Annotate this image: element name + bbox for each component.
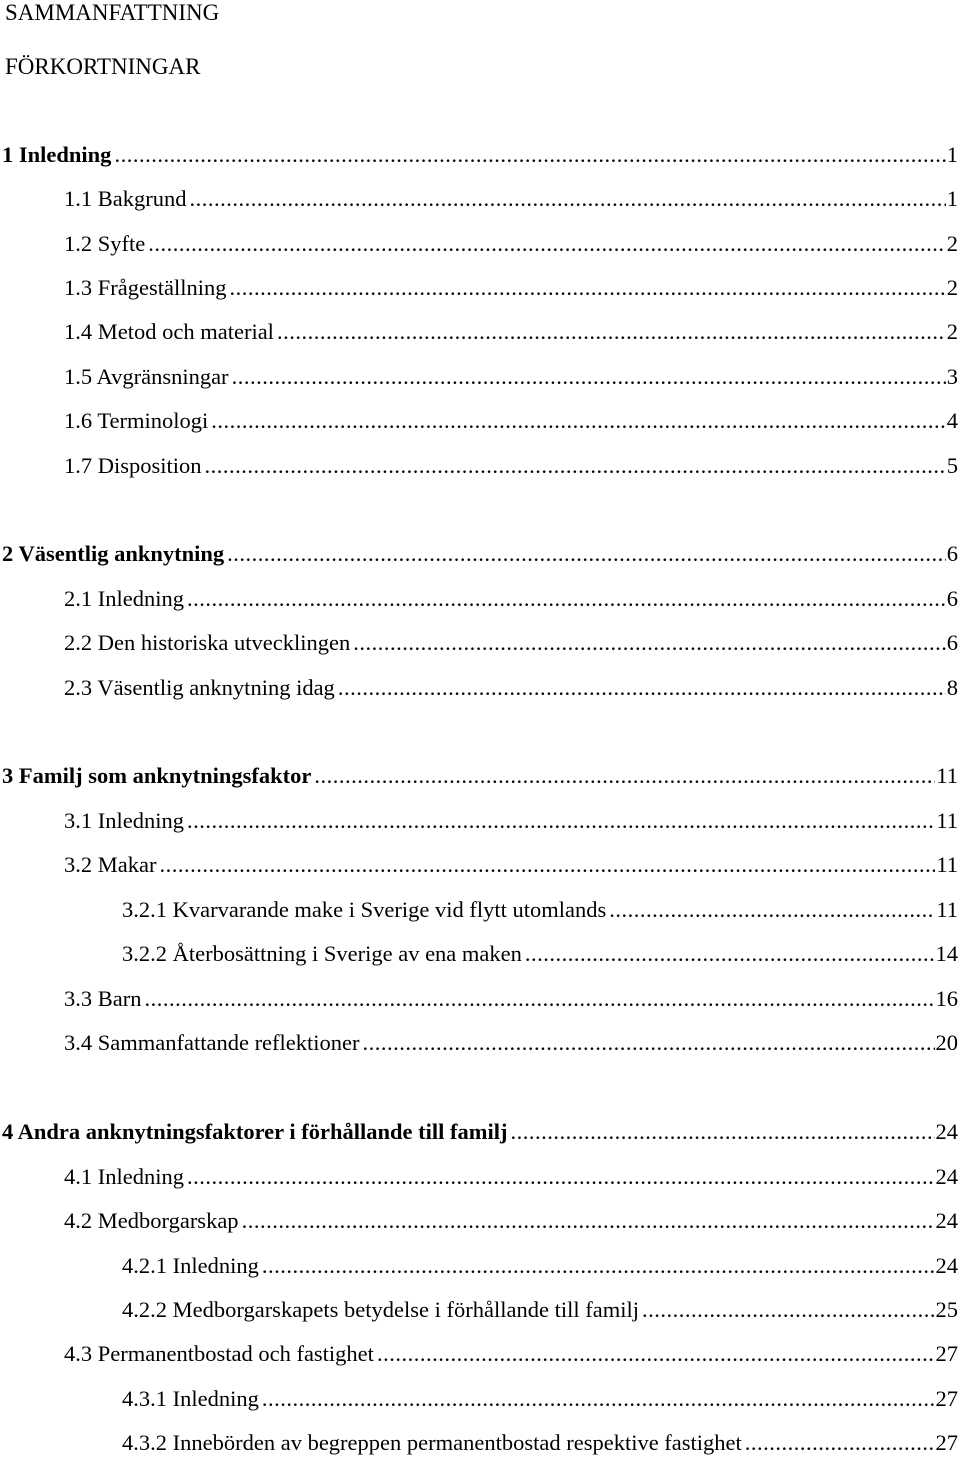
toc-title: 1.1 Bakgrund [64, 186, 187, 211]
toc-leader-dots [159, 851, 935, 879]
toc-entry-3-2-2[interactable] [122, 940, 958, 968]
toc-page-number: 14 [935, 941, 958, 966]
toc-title: 1.7 Disposition [64, 453, 202, 478]
toc-title: 4 Andra anknytningsfaktorer i förhållande till familj [2, 1119, 508, 1144]
toc-page-number: 6 [946, 630, 958, 655]
toc-title: 3.2.1 Kvarvarande make i Sverige vid flytt utomlands [122, 897, 607, 922]
toc-page-number: 27 [935, 1430, 958, 1455]
toc-leader-dots [190, 185, 946, 213]
toc-leader-dots [229, 274, 945, 302]
toc-title: 1.4 Metod och material [64, 319, 274, 344]
toc-leader-dots [338, 674, 946, 702]
toc-title: 2 Väsentlig anknytning [2, 541, 225, 566]
toc-entry-3-4[interactable] [64, 1029, 958, 1057]
toc-page-number: 25 [935, 1297, 958, 1322]
toc-entry-4-2-1[interactable] [122, 1252, 958, 1280]
toc-entry-1-6[interactable] [64, 407, 958, 435]
toc-leader-dots [242, 1207, 935, 1235]
toc-leader-dots [262, 1385, 935, 1413]
toc-title: 2.3 Väsentlig anknytning idag [64, 675, 335, 700]
toc-title: 3.2 Makar [64, 852, 157, 877]
toc-title: 3.2.2 Återbosättning i Sverige av ena maken [122, 941, 522, 966]
toc-entry-3-2[interactable] [64, 851, 958, 879]
toc-page-number: 1 [946, 186, 958, 211]
toc-title: 4.3.2 Innebörden av begreppen permanentbostad respektive fastighet [122, 1430, 742, 1455]
toc-leader-dots [148, 230, 946, 258]
toc-title: 3 Familj som anknytningsfaktor [2, 763, 312, 788]
toc-page-number: 6 [946, 541, 958, 566]
toc-title: 1 Inledning [2, 142, 112, 167]
toc-leader-dots [353, 629, 946, 657]
toc-leader-dots [145, 985, 935, 1013]
toc-leader-dots [227, 540, 946, 568]
toc-entry-chapter-4[interactable] [2, 1118, 958, 1146]
toc-page-number: 4 [946, 408, 958, 433]
toc-entry-4-1[interactable] [64, 1163, 958, 1191]
toc-leader-dots [609, 896, 935, 924]
toc-page-number: 11 [936, 763, 958, 788]
toc-entry-2-3[interactable] [64, 674, 958, 702]
toc-entry-1-7[interactable] [64, 452, 958, 480]
toc-title: 4.2.2 Medborgarskapets betydelse i förhållande till familj [122, 1297, 639, 1322]
toc-title: 4.3.1 Inledning [122, 1386, 259, 1411]
toc-title: 1.6 Terminologi [64, 408, 209, 433]
toc-leader-dots [525, 940, 935, 968]
toc-page-number: 27 [935, 1386, 958, 1411]
toc-leader-dots [745, 1429, 935, 1457]
toc-leader-dots [187, 1163, 935, 1191]
toc-entry-2-1[interactable] [64, 585, 958, 613]
toc-entry-4-3-2[interactable] [122, 1429, 958, 1457]
toc-page-number: 20 [935, 1030, 958, 1055]
toc-leader-dots [377, 1340, 935, 1368]
toc-leader-dots [232, 363, 946, 391]
toc-title: 3.4 Sammanfattande reflektioner [64, 1030, 360, 1055]
toc-page-number: 11 [936, 808, 958, 833]
toc-title: 4.1 Inledning [64, 1164, 184, 1189]
abbreviations-heading: FÖRKORTNINGAR [5, 54, 201, 79]
toc-leader-dots [314, 762, 935, 790]
toc-title: 4.2 Medborgarskap [64, 1208, 239, 1233]
toc-page-number: 2 [946, 231, 958, 256]
toc-page-number: 2 [946, 275, 958, 300]
toc-title: 2.1 Inledning [64, 586, 184, 611]
toc-title: 1.2 Syfte [64, 231, 146, 256]
toc-leader-dots [363, 1029, 935, 1057]
toc-entry-1-5[interactable] [64, 363, 958, 391]
toc-entry-3-2-1[interactable] [122, 896, 958, 924]
toc-page-number: 24 [935, 1208, 958, 1233]
toc-entry-4-3[interactable] [64, 1340, 958, 1368]
toc-page-number: 8 [946, 675, 958, 700]
toc-entry-3-3[interactable] [64, 985, 958, 1013]
toc-title: 1.5 Avgränsningar [64, 364, 229, 389]
toc-page-number: 2 [946, 319, 958, 344]
toc-page-number: 27 [935, 1341, 958, 1366]
toc-entry-chapter-3[interactable] [2, 762, 958, 790]
toc-entry-4-3-1[interactable] [122, 1385, 958, 1413]
toc-page-number: 6 [946, 586, 958, 611]
toc-title: 3.1 Inledning [64, 808, 184, 833]
toc-leader-dots [642, 1296, 935, 1324]
toc-title: 4.3 Permanentbostad och fastighet [64, 1341, 374, 1366]
toc-page-number: 24 [935, 1164, 958, 1189]
toc-leader-dots [277, 318, 946, 346]
toc-page-number: 16 [935, 986, 958, 1011]
toc-entry-2-2[interactable] [64, 629, 958, 657]
toc-entry-1-1[interactable] [64, 185, 958, 213]
toc-title: 4.2.1 Inledning [122, 1253, 259, 1278]
toc-entry-3-1[interactable] [64, 807, 958, 835]
toc-entry-1-2[interactable] [64, 230, 958, 258]
toc-entry-chapter-2[interactable] [2, 540, 958, 568]
toc-leader-dots [510, 1118, 934, 1146]
toc-page-number: 5 [946, 453, 958, 478]
toc-entry-4-2[interactable] [64, 1207, 958, 1235]
toc-page-number: 11 [936, 897, 958, 922]
toc-leader-dots [187, 585, 946, 613]
toc-title: 1.3 Frågeställning [64, 275, 227, 300]
toc-leader-dots [114, 141, 945, 169]
toc-title: 3.3 Barn [64, 986, 142, 1011]
toc-entry-1-4[interactable] [64, 318, 958, 346]
toc-entry-4-2-2[interactable] [122, 1296, 958, 1324]
toc-page-number: 1 [946, 142, 958, 167]
toc-page-number: 3 [946, 364, 958, 389]
toc-leader-dots [187, 807, 935, 835]
toc-title: 2.2 Den historiska utvecklingen [64, 630, 351, 655]
toc-leader-dots [211, 407, 945, 435]
toc-page-number: 24 [935, 1253, 958, 1278]
toc-leader-dots [262, 1252, 935, 1280]
toc-entry-chapter-1[interactable] [2, 141, 958, 169]
toc-page-number: 11 [936, 852, 958, 877]
toc-leader-dots [205, 452, 946, 480]
summary-heading: SAMMANFATTNING [5, 0, 220, 25]
toc-page-number: 24 [935, 1119, 958, 1144]
toc-entry-1-3[interactable] [64, 274, 958, 302]
